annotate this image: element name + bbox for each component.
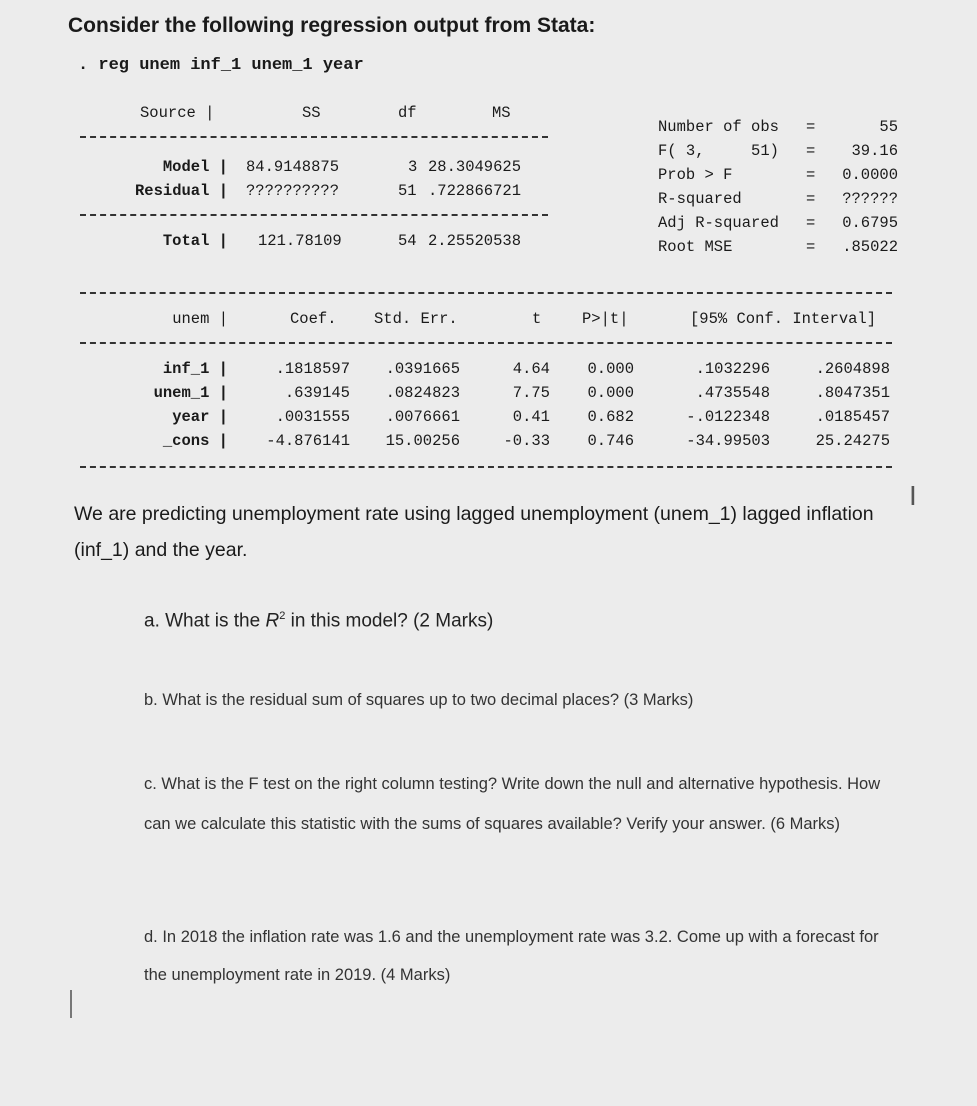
stat-label: Root MSE: [658, 238, 733, 256]
coef-p: 0.746: [587, 432, 634, 450]
anova-total-ms: 2.25520538: [428, 232, 522, 250]
anova-model-ms: 28.3049625: [428, 158, 522, 176]
coef-header-se: Std. Err.: [374, 310, 458, 328]
divider: [80, 292, 892, 294]
divider: [80, 342, 892, 344]
stat-eq: =: [806, 238, 816, 256]
coef-ci-low: -34.99503: [686, 432, 770, 450]
divider: [80, 214, 548, 216]
question-b: b. What is the residual sum of squares up to two decimal places? (3 Marks): [144, 691, 694, 709]
coef-ci-low: .1032296: [695, 360, 770, 378]
coef-value: .0031555: [275, 408, 350, 426]
coef-header-t: t: [532, 310, 542, 328]
coef-var: inf_1 |: [162, 360, 228, 378]
coef-var: _cons |: [162, 432, 228, 450]
intro-paragraph: We are predicting unemployment rate using lagged unemployment (unem_1) lagged inflation (inf_1) and the year.: [74, 503, 874, 561]
stat-value: 39.16: [851, 142, 898, 160]
anova-header-df: df: [398, 104, 417, 122]
stat-eq: =: [806, 142, 816, 160]
anova-residual-ss: ??????????: [246, 182, 340, 200]
anova-total-df: 54: [398, 232, 417, 250]
stat-value: ??????: [842, 190, 898, 208]
coef-ci-high: .0185457: [815, 408, 890, 426]
coef-t: 7.75: [512, 384, 550, 402]
question-c: c. What is the F test on the right column testing? Write down the null and alternative hypothesis. How can we calculate this statistic with the sums of squares available? Verify your answer. (6 Marks): [144, 775, 881, 833]
coef-value: .639145: [284, 384, 350, 402]
stat-label: Adj R-squared: [658, 214, 779, 232]
coef-t: 4.64: [512, 360, 550, 378]
coef-header-p: P>|t|: [582, 310, 629, 328]
coef-header-var: unem |: [172, 310, 228, 328]
stata-command: . reg unem inf_1 unem_1 year: [78, 56, 364, 75]
anova-residual-label: Residual |: [134, 182, 228, 200]
coef-ci-high: .2604898: [815, 360, 890, 378]
page-heading: Consider the following regression output from Stata:: [68, 14, 596, 37]
coef-ci-high: .8047351: [815, 384, 890, 402]
coef-se: 15.00256: [385, 432, 460, 450]
coef-t: 0.41: [512, 408, 550, 426]
coef-se: .0076661: [385, 408, 460, 426]
coef-var: year |: [172, 408, 228, 426]
coef-header-coef: Coef.: [290, 310, 337, 328]
coef-se: .0824823: [385, 384, 460, 402]
anova-header-ms: MS: [492, 104, 511, 122]
divider: [80, 466, 892, 468]
anova-model-ss: 84.9148875: [246, 158, 340, 176]
question-a-r: R: [265, 610, 280, 632]
coef-ci-low: -.0122348: [686, 408, 770, 426]
stat-eq: =: [806, 214, 816, 232]
coef-se: .0391665: [385, 360, 460, 378]
question-d: d. In 2018 the inflation rate was 1.6 and the unemployment rate was 3.2. Come up with a forecast for the unemployment rate in 2019. (4 Marks): [144, 928, 879, 984]
stat-value: 0.6795: [842, 214, 898, 232]
coef-ci-low: .4735548: [695, 384, 770, 402]
anova-model-df: 3: [408, 158, 418, 176]
stat-label: Prob > F: [658, 166, 733, 184]
stat-value: .85022: [842, 238, 898, 256]
stat-eq: =: [806, 118, 816, 136]
anova-total-label: Total |: [162, 232, 228, 250]
anova-residual-ms: .722866721: [428, 182, 522, 200]
text-cursor-icon: I: [909, 480, 917, 511]
anova-header-ss: SS: [302, 104, 321, 122]
stat-value: 0.0000: [842, 166, 898, 184]
divider: [80, 136, 548, 138]
coef-header-ci: [95% Conf. Interval]: [690, 310, 877, 328]
stat-label: R-squared: [658, 190, 742, 208]
question-a-text: in this model? (2 Marks): [285, 610, 494, 632]
coef-p: 0.682: [587, 408, 634, 426]
anova-total-ss: 121.78109: [258, 232, 342, 250]
stat-eq: =: [806, 166, 816, 184]
stat-eq: =: [806, 190, 816, 208]
coef-var: unem_1 |: [153, 384, 228, 402]
coef-p: 0.000: [587, 384, 634, 402]
coef-t: -0.33: [503, 432, 550, 450]
text-caret: [70, 990, 72, 1018]
stat-label: F( 3, 51): [658, 142, 779, 160]
coef-value: -4.876141: [266, 432, 350, 450]
stat-label: Number of obs: [658, 118, 779, 136]
coef-ci-high: 25.24275: [815, 432, 890, 450]
coef-p: 0.000: [587, 360, 634, 378]
anova-header-source: Source |: [140, 104, 215, 122]
question-a: [144, 610, 493, 632]
stat-value: 55: [879, 118, 898, 136]
anova-model-label: Model |: [162, 158, 228, 176]
question-a-text: a. What is the: [144, 610, 266, 632]
anova-residual-df: 51: [398, 182, 417, 200]
question-a-sup: 2: [279, 610, 286, 622]
coef-value: .1818597: [275, 360, 350, 378]
